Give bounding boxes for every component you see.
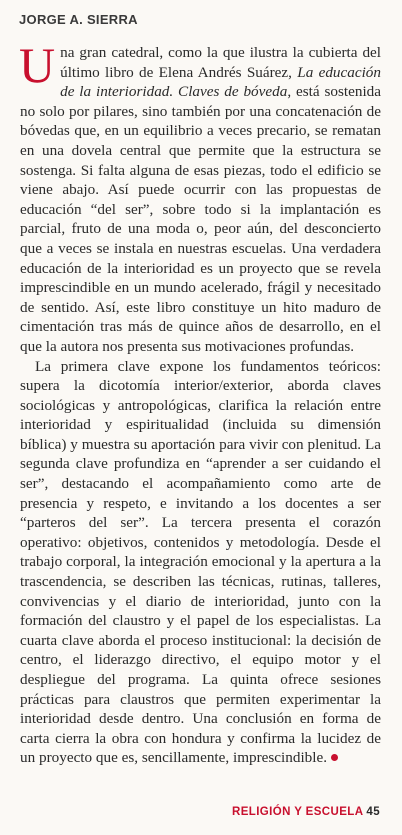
paragraph-2-text: La primera clave expone los fundamentos teóricos: supera la dicotomía interior/exterior, aborda claves sociológicas y antropológicas, clarifica la relación entre interioridad y espiritualidad (incluida su dimensión bíblica) y muestra su aportación para vivir con plenitud. La segunda clave profundiza en “aprender a ser cuidando el ser”, destacando el acompañamiento como arte de presencia y respeto, e invitando a los docentes a ser “parteros del ser”. La tercera presenta el corazón operativo: objetivos, contenidos y metodología. Desde el trabajo corporal, la integración emocional y la apertura a la trascendencia, se describen las técnicas, rutinas, talleres, convivencias y el diario de interioridad, junto con la formación del claustro y el papel de los especialistas. La cuarta clave aborda el proceso institucional: la decisión de centro, el liderazgo directivo, el equipo motor y el despliegue del programa. La quinta ofrece sesiones prácticas para claustros que permiten experimentar la interioridad desde dentro. Una conclusión en forma de carta cierra la obra con hondura y confirma la lucidez de un proyecto que es, sencillamente, imprescindible. — [20, 357, 381, 767]
review-article — [19, 37, 381, 768]
paragraph-1-run: na gran catedral, como la que ilustra la cubierta del último libro de Elena Andrés Suárez, — [60, 44, 381, 81]
section-name: RELIGIÓN Y ESCUELA — [232, 806, 364, 818]
page-footer — [232, 806, 380, 818]
book-title: La educación de la interioridad. Claves de bóveda — [60, 63, 381, 101]
paragraph-2 — [20, 357, 381, 768]
paragraph-1 — [19, 37, 381, 357]
page-number: 45 — [366, 806, 380, 818]
drop-cap: U — [19, 37, 56, 93]
author-byline: JORGE A. SIERRA — [19, 12, 138, 27]
red-dot-icon — [331, 754, 338, 761]
paragraph-1-run: , está sostenida no solo por pilares, sino también por una concatenación de bóvedas que, en un equilibrio a veces precario, se rematan en una dovela central que permite que la estructura se sostenga. Si falta alguna de esas piezas, todo el edificio se viene abajo. Así puede ocurrir con las propuestas de educación “del ser”, sobre todo si la implantación es parcial, fruto de una moda o, peor aún, del desconcierto que a veces se instala en nuestras escuelas. Una verdadera educación de la interioridad es un proyecto que se revela imprescindible en un mundo acelerado, frágil y necesitado de sentido. Así, este libro constituye un hito maduro de cimentación tras más de quince años de desarrollo, en el que la autora nos presenta sus motivaciones profundas. — [20, 83, 381, 355]
